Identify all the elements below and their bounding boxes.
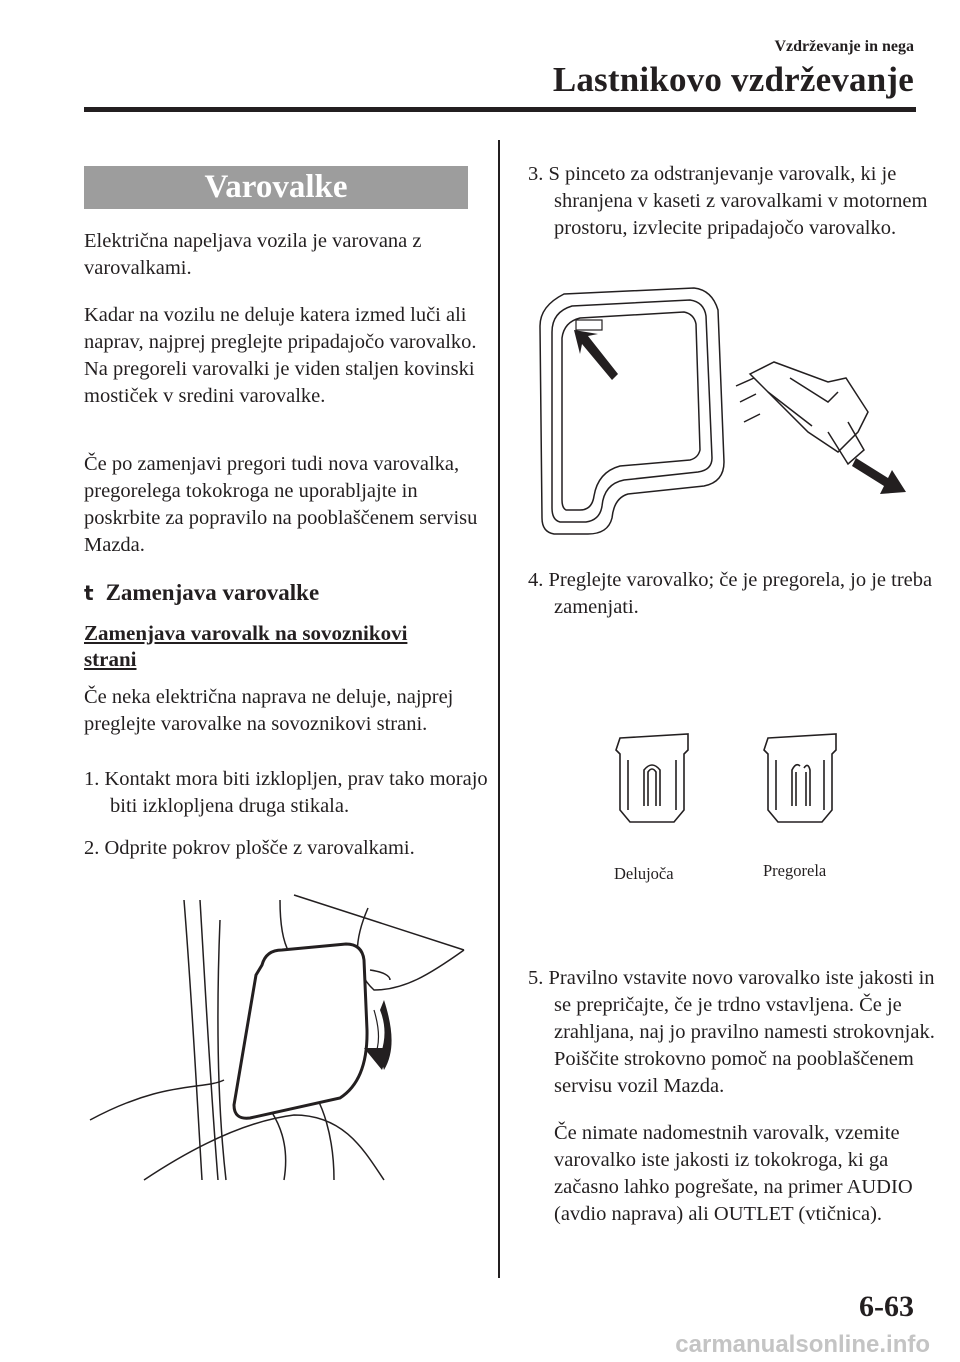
section-banner: Varovalke <box>84 166 468 209</box>
watermark: carmanualsonline.info <box>675 1331 930 1358</box>
section-name-small: Vzdrževanje in nega <box>774 38 914 55</box>
page-number: 6-63 <box>859 1290 914 1323</box>
fuse-box-puller-illustration <box>528 282 918 542</box>
subsection-heading: Zamenjava varovalk na sovoznikovi strani <box>84 621 408 671</box>
section-heading-text: Zamenjava varovalke <box>105 580 320 605</box>
fuse-blown-caption: Pregorela <box>763 861 827 880</box>
step-2: 2. Odprite pokrov plošče z varovalkami. <box>84 837 415 859</box>
fuse-blown-icon <box>764 734 836 822</box>
step-1: 1. Kontakt mora biti izklopljen, prav tako morajo biti izklopljena druga stikala. <box>84 768 488 817</box>
intro-paragraph-1: Električna napeljava vozila je varovana z varovalkami. <box>84 230 422 279</box>
intro-paragraph-3: Če po zamenjavi pregori tudi nova varovalka, pregorelega tokokroga ne uporabljajte in poskrbite za popravilo na pooblaščenem servisu Mazda. <box>84 453 478 556</box>
fuse-ok-caption: Delujoča <box>614 864 674 883</box>
fuse-panel-cover-illustration <box>84 880 484 1190</box>
step-3: 3. S pinceto za odstranjevanje varovalk, ki je shranjena v kaseti z varovalkami v motornem prostoru, izvlecite pripadajočo varovalko. <box>528 163 928 239</box>
fuse-comparison-illustration <box>600 730 850 830</box>
fuse-ok-icon <box>616 734 688 822</box>
step-5: 5. Pravilno vstavite novo varovalko iste jakosti in se prepričajte, če je trdno vstavljena. Če je zrahljana, naj jo pravilno namesti strokovnjak. Poiščite strokovno pomoč na pooblaščenem servisu vozil Mazda. <box>528 967 935 1097</box>
section-marker-icon: t <box>84 581 94 605</box>
subsection-paragraph: Če neka električna naprava ne deluje, najprej preglejte varovalke na sovoznikovi strani. <box>84 686 454 735</box>
header-rule <box>84 107 916 112</box>
intro-paragraph-2: Kadar na vozilu ne deluje katera izmed luči ali naprav, najprej preglejte pripadajočo varovalko. Na pregoreli varovalki je viden staljen kovinski mostiček v sredini varovalke. <box>84 304 477 407</box>
column-divider <box>498 140 500 1278</box>
step-4: 4. Preglejte varovalko; če je pregorela, jo je treba zamenjati. <box>528 569 933 618</box>
chapter-title: Lastnikovo vzdrževanje <box>552 60 914 99</box>
step-5-note: Če nimate nadomestnih varovalk, vzemite varovalko iste jakosti iz tokokroga, ki ga začasno lahko pogrešate, na primer AUDIO (avdio naprava) ali OUTLET (vtičnica). <box>554 1122 913 1225</box>
section-heading <box>84 580 484 606</box>
